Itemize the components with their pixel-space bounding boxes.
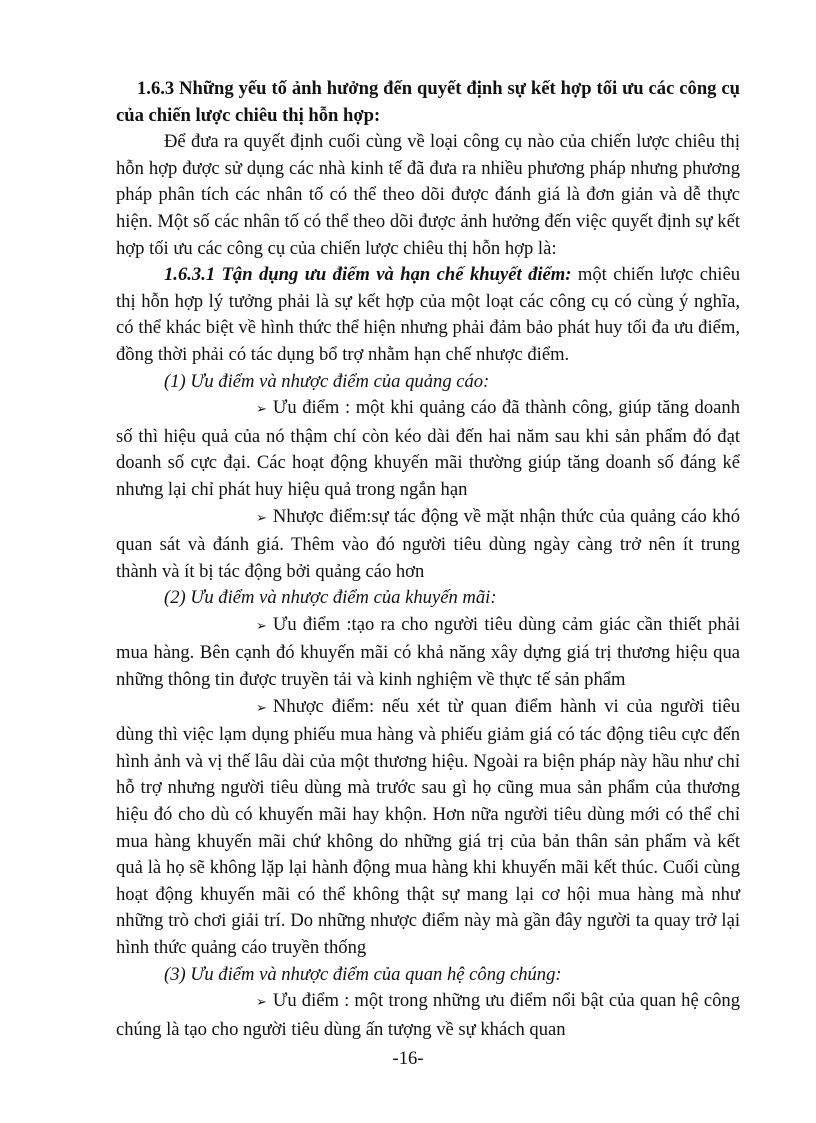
arrow-bullet-icon: ➢ <box>256 995 267 1011</box>
page-number: -16- <box>392 1048 424 1069</box>
advertising-pros-text: Ưu điểm : một khi quảng cáo đã thành công, giúp tăng doanh số thì hiệu quả của nó thậm chí còn kéo dài đến hai năm sau khi sản phẩm đó đạt doanh số cực đại. Các hoạt động khuyến mãi thường giúp tăng doanh số đáng kể nhưng lại chỉ phát huy hiệu quả trong ngắn hạn <box>116 397 740 500</box>
arrow-bullet-icon: ➢ <box>256 618 267 634</box>
arrow-bullet-icon: ➢ <box>256 700 267 716</box>
subsection-1631-text: một chiến lược chiêu thị hỗn hợp lý tưởng phải là sự kết hợp của một loạt các công cụ có cùng ý nghĩa, có thể khác biệt về hình thức thể hiện nhưng phải đảm bảo phát huy tối đa ưu điểm, đồng thời phải có tác dụng bổ trợ nhằm hạn chế nhược điểm. <box>116 264 740 365</box>
subsection-1631-paragraph <box>116 262 740 368</box>
advertising-title: (1) Ưu điểm và nhược điểm của quảng cáo: <box>164 370 490 392</box>
promotion-pros-text: Ưu điểm :tạo ra cho người tiêu dùng cảm giác cần thiết phải mua hàng. Bên cạnh đó khuyến mãi có khả năng xây dựng giá trị thương hiệu qua những thông tin được truyền tải và kinh nghiệm về thực tế sản phẩm <box>116 613 740 691</box>
promotion-title: (2) Ưu điểm và nhược điểm của khuyến mãi: <box>164 587 497 609</box>
public-relations-title: (3) Ưu điểm và nhược điểm của quan hệ công chúng: <box>164 963 562 985</box>
promotion-cons-text: Nhược điểm: nếu xét từ quan điểm hành vi của người tiêu dùng thì việc lạm dụng phiếu mua hàng và phiếu giảm giá có tác động tiêu cực đến hình ảnh và vị thế lâu dài của một thương hiệu. Ngoài ra biện pháp này hầu như chỉ hỗ trợ nhưng người tiêu dùng mà trước sau gì họ cũng mua sản phẩm của thương hiệu đó cho dù có khuyến mãi hay khộn. Hơn nữa người tiêu dùng mới có thể chỉ mua hàng khuyến mãi chứ không do những giá trị của bản thân sản phẩm và kết quả là họ sẽ không lặp lại hành động mua hàng khi khuyến mãi kết thúc. Cuối cùng hoạt động khuyến mãi có thể không thật sự mang lại cơ hội mua hàng mà như những trò chơi giải trí. Do những nhược điểm này mà gần đây người ta quay trở lại hình thức quảng cáo truyền thống <box>116 695 740 958</box>
arrow-bullet-icon: ➢ <box>256 510 267 526</box>
public-relations-pros-text: Ưu điểm : một trong những ưu điểm nổi bật của quan hệ công chúng là tạo cho người tiêu dùng ấn tượng về sự khách quan <box>116 990 740 1040</box>
public-relations-pros <box>116 988 740 1043</box>
promotion-cons <box>116 694 740 962</box>
section-heading: 1.6.3 Những yếu tố ảnh hưởng đến quyết định sự kết hợp tối ưu các công cụ của chiến lược chiêu thị hỗn hợp: <box>116 78 740 126</box>
arrow-bullet-icon: ➢ <box>256 402 267 418</box>
document-page <box>116 76 740 1043</box>
subsection-1631-title: 1.6.3.1 Tận dụng ưu điểm và hạn chế khuyết điểm: <box>164 264 572 286</box>
promotion-pros <box>116 612 740 694</box>
advertising-cons <box>116 504 740 586</box>
advertising-pros <box>116 395 740 503</box>
intro-paragraph: Để đưa ra quyết định cuối cùng về loại công cụ nào của chiến lược chiêu thị hỗn hợp được sử dụng các nhà kinh tế đã đưa ra nhiều phương pháp nhưng phương pháp phân tích các nhân tố có thể theo dõi được đánh giá là đơn giản và dễ thực hiện. Một số các nhân tố có thể theo dõi được ảnh hưởng đến việc quyết định sự kết hợp tối ưu các công cụ của chiến lược chiêu thị hỗn hợp là: <box>116 131 740 259</box>
advertising-cons-text: Nhược điểm:sự tác động về mặt nhận thức của quảng cáo khó quan sát và đánh giá. Thêm vào đó người tiêu dùng ngày càng trở nên ít trung thành và ít bị tác động bởi quảng cáo hơn <box>116 505 740 582</box>
